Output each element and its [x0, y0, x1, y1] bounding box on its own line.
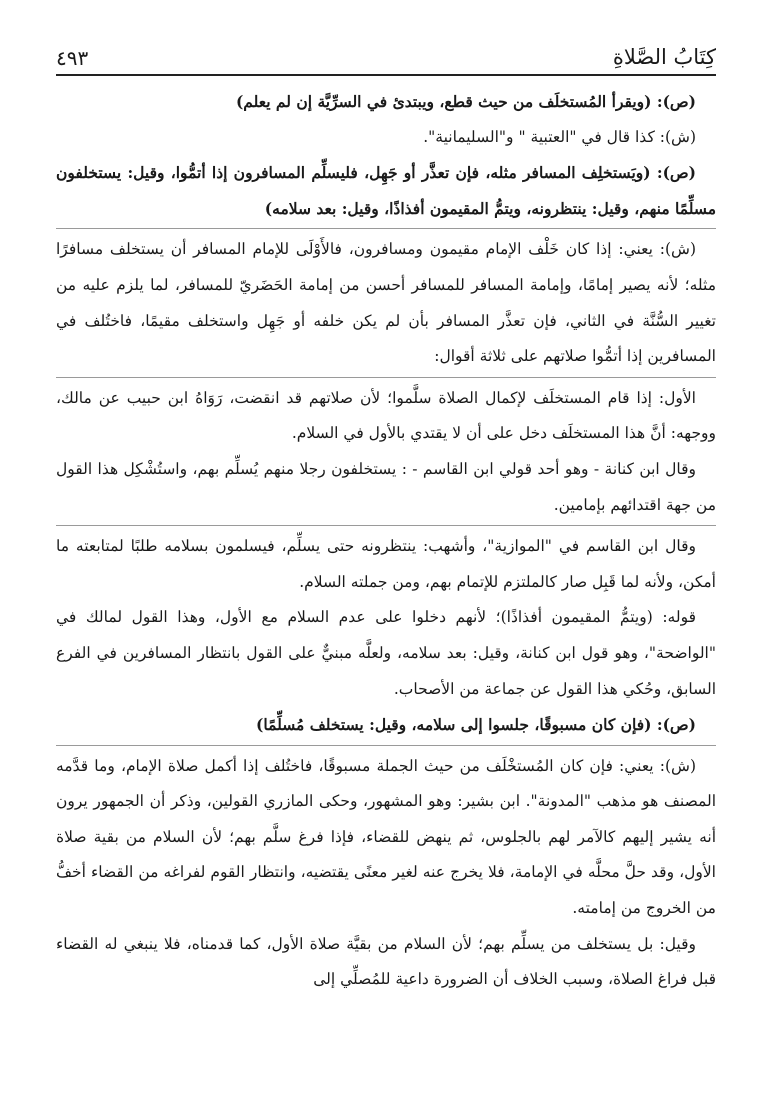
commentary-paragraph: (ش): يعني: فإن كان المُستخْلَف من حيث الجملة مسبوقًا، فاختُلف إذا أكمل صلاة الإمام، وما قدَّمه المصنف هو مذهب "المدونة". ابن بشير: وهو المشهور، وحكى المازري القولين، وذكر أن الجمهور يرون أنه يشير إليهم كالآمر لهم بالجلوس، ثم ينهض للقضاء، فإذا فرغ سلَّم بهم؛ لأن السلام من بقية صلاة الأول، وقد حلَّ محلَّه في الإمامة، فلا يخرج عنه لغير معنًى يقتضيه، وانتظار القوم لفراغه من القضاء أخفُّ من الخروج من إمامته.: [56, 756, 716, 918]
body-text: [56, 84, 716, 998]
commentary-paragraph: وقيل: بل يستخلف من يسلِّم بهم؛ لأن السلام من بقيَّة صلاة الأول، كما قدمناه، فلا ينبغي له القضاء قبل فراغ الصلاة، وسبب الخلاف أن الضرورة داعية للمُصلِّي إلى: [56, 934, 716, 989]
matn-paragraph: (ص): (ويَستخلِف المسافر مثله، فإن تعذَّر أو جَهِل، فليسلِّم المسافرون إذا أتمُّوا، وقيل: يستخلفون مسلِّمًا منهم، وقيل: ينتظرونه، ويتمُّ المقيمون أفذاذًا، وقيل: بعد سلامه): [56, 163, 716, 218]
header-rule: [56, 74, 716, 76]
commentary-paragraph: (ش): يعني: إذا كان خَلْف الإمام مقيمون ومسافرون، فالأَوْلَى للإمام المسافر أن يستخلف مسافرًا مثله؛ لأنه يصير إمامًا، وإمامة المسافر للمسافر أحسن من إمامة الحَضَريّ للمسافر، لما يلزم عليه من تغيير السُّنَّة في الثاني، فإن تعذَّر المسافر بأن لم يكن خلفه أو جَهِل واستخلف مقيمًا، فاختُلف في المسافرين إذا أتمُّوا صلاتهم على ثلاثة أقوال:: [56, 240, 716, 366]
matn-paragraph: (ص): (فإن كان مسبوقًا، جلسوا إلى سلامه، وقيل: يستخلف مُسلِّمًا): [256, 715, 696, 735]
commentary-paragraph: قوله: (ويتمُّ المقيمون أفذاذًا)؛ لأنهم دخلوا على عدم السلام مع الأول، وهذا القول لمالك في "الواضحة"، وهو قول ابن كنانة، وقيل: بعد سلامه، ولعلَّه مبنيٌّ على القول بانتظار المسافرين في الفرع السابق، وحُكي هذا القول عن جماعة من الأصحاب.: [56, 608, 716, 698]
section-divider: [56, 228, 716, 229]
commentary-paragraph: وقال ابن كنانة - وهو أحد قولي ابن القاسم - : يستخلفون رجلا منهم يُسلِّم بهم، واستُشْكِل هذا القول من جهة اقتدائهم بإمامين.: [56, 459, 716, 514]
commentary-paragraph: وقال ابن القاسم في "الموازية"، وأشهب: ينتظرونه حتى يسلِّم، فيسلمون بسلامه طلبًا لمتابعته ما أمكن، ولأنه لما قَبِل صار كالملتزم للإتمام بهم، ومن جملته السلام.: [56, 537, 716, 591]
page-header: [56, 34, 716, 68]
page-number: ٤٩٣: [56, 46, 89, 70]
section-divider: [56, 525, 716, 526]
section-divider: [56, 745, 716, 746]
matn-paragraph: (ص): (ويقرأ المُستخلَف من حيث قطع، ويبتدئ في السرِّيَّة إن لم يعلم): [235, 92, 696, 111]
commentary-paragraph: الأول: إذا قام المستخلَف لإكمال الصلاة سلَّموا؛ لأن صلاتهم قد انقضت، رَوَاهُ ابن حبيب عن مالك، ووجهه: أنَّ هذا المستخلَف دخل على أن لا يقتدي بالأول في السلام.: [56, 388, 716, 443]
book-title: كِتَابُ الصَّلاةِ: [612, 45, 716, 69]
section-divider: [56, 377, 716, 378]
commentary-paragraph: (ش): كذا قال في "العتبية " و"السليمانية".: [423, 127, 696, 146]
